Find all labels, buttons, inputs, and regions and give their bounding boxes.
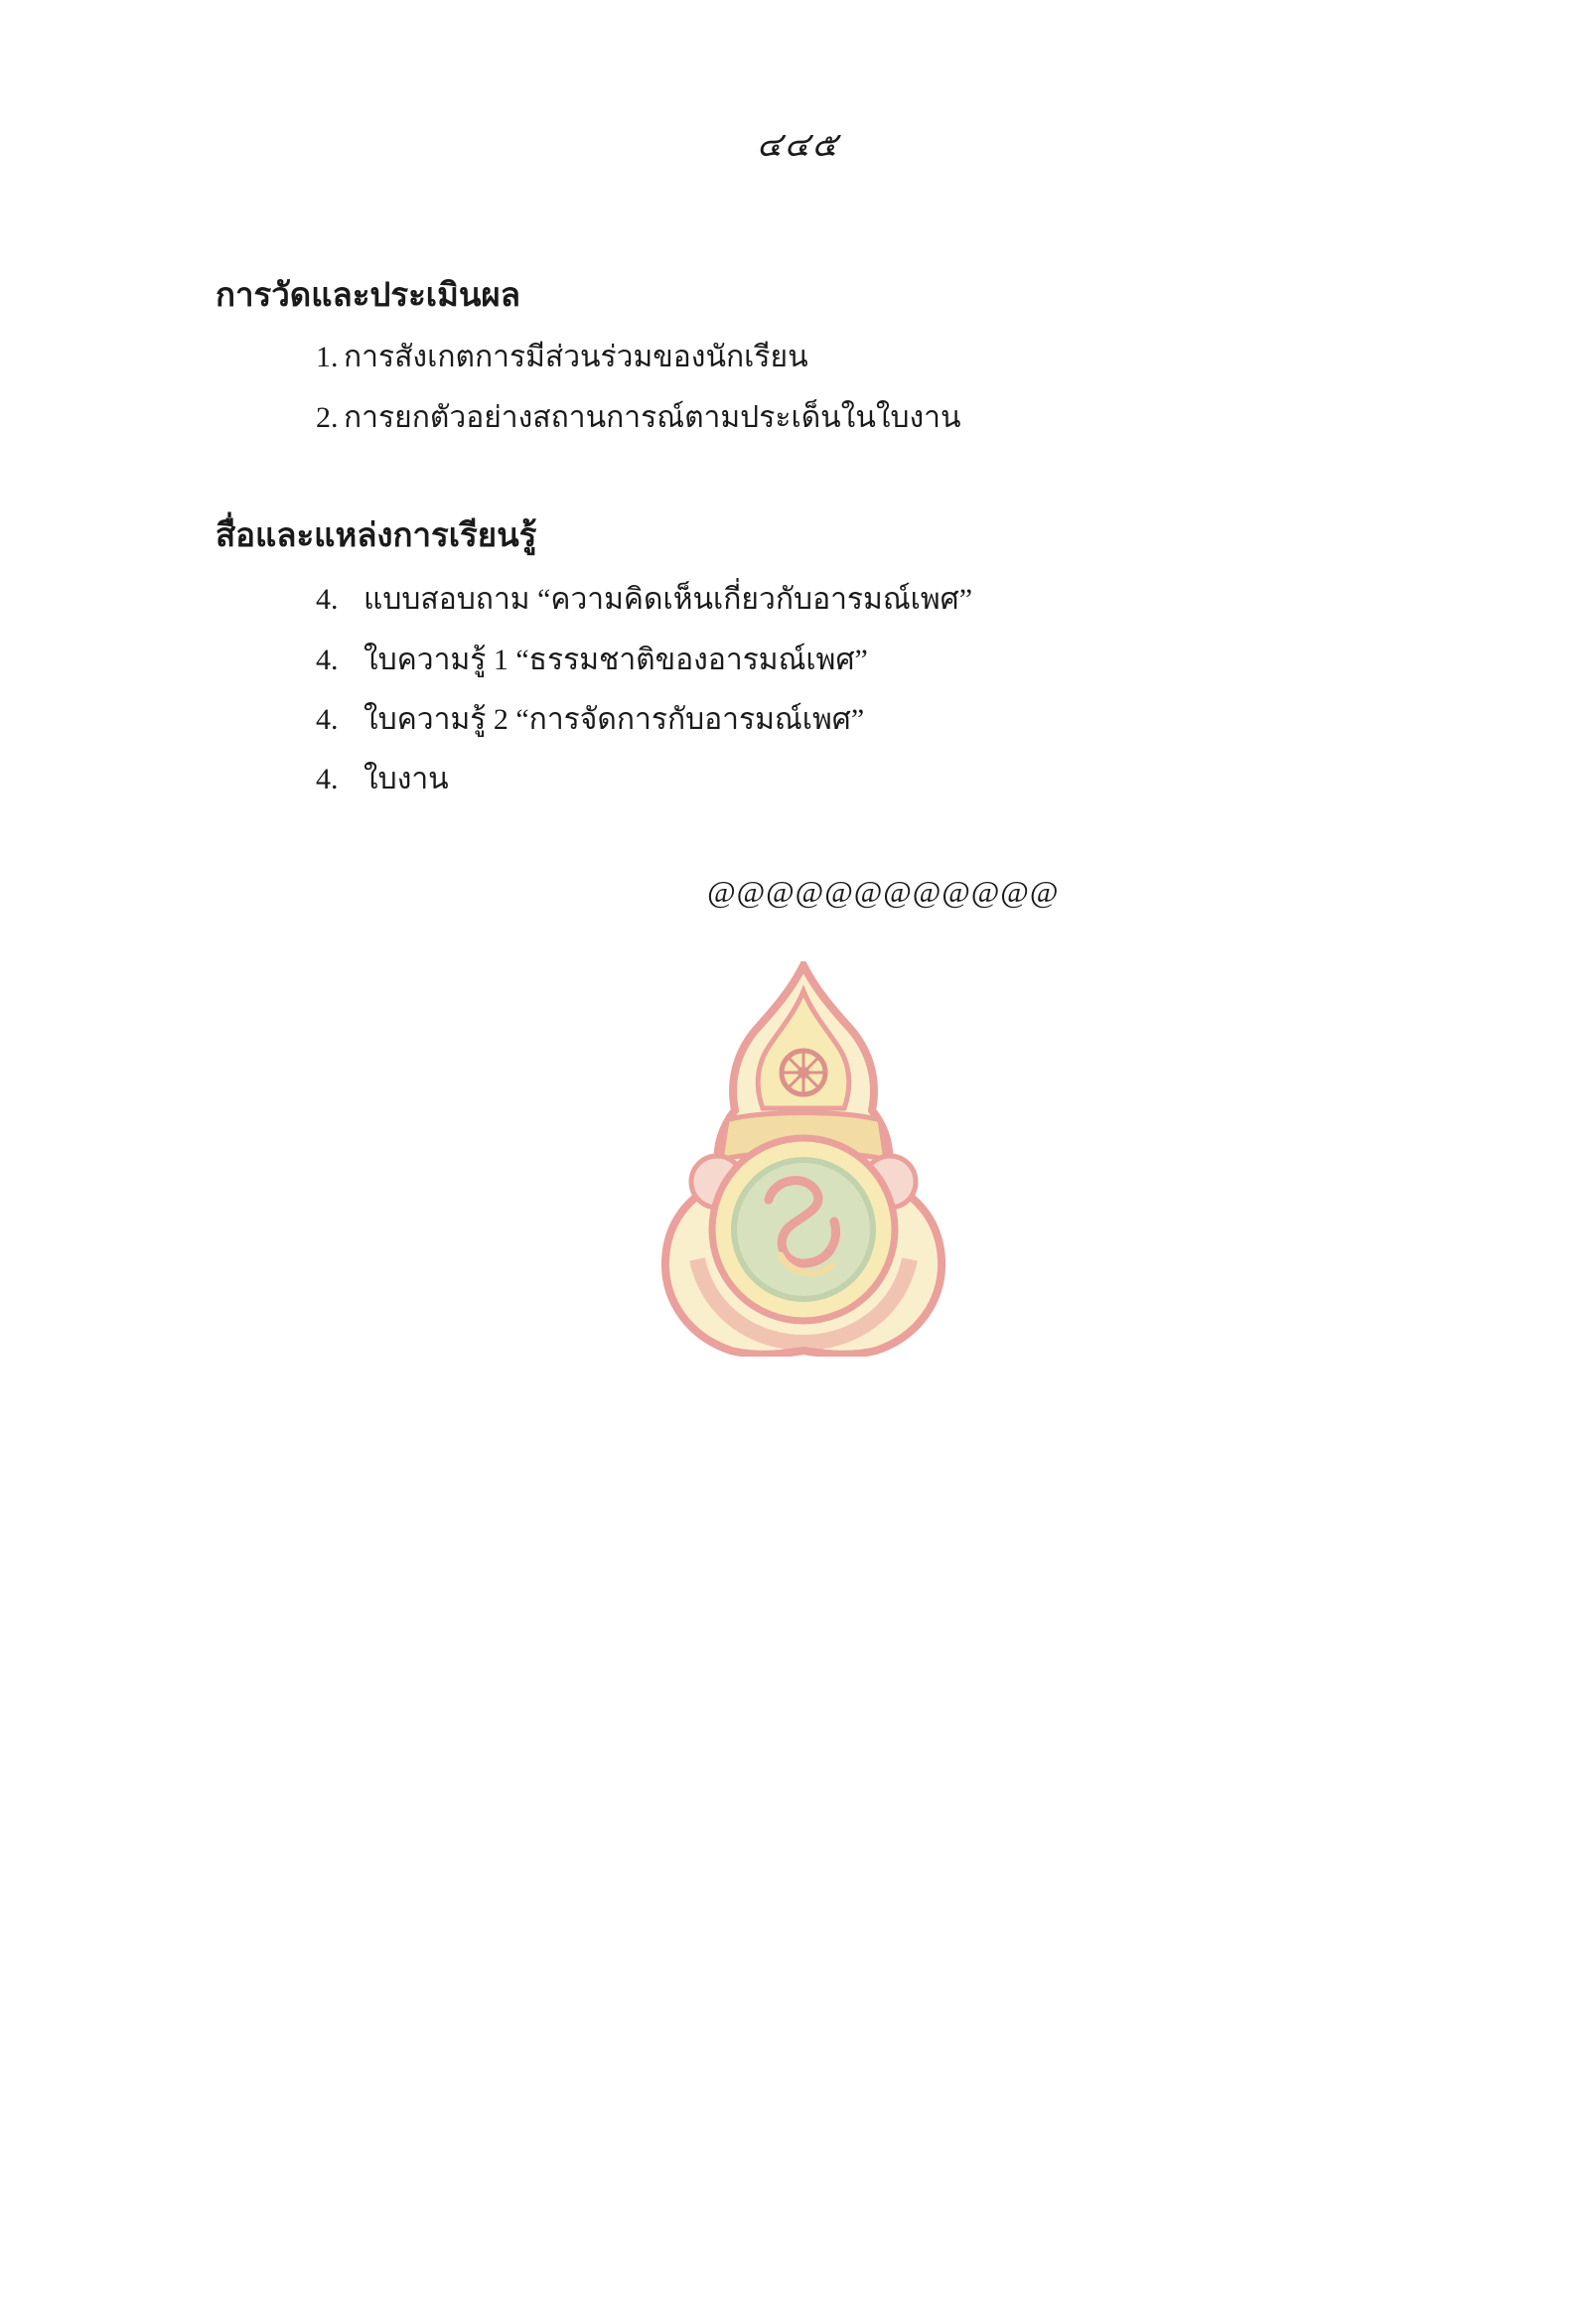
list-item-text: แบบสอบถาม “ความคิดเห็นเกี่ยวกับอารมณ์เพศ” xyxy=(363,583,973,616)
list-item-number: 1. xyxy=(316,341,339,373)
list-item-text: การสังเกตการมีส่วนร่วมของนักเรียน xyxy=(344,341,808,373)
list-item xyxy=(316,576,972,623)
list-item-number: 4. xyxy=(316,703,339,736)
list-item-text: ใบความรู้ 2 “การจัดการกับอารมณ์เพศ” xyxy=(363,703,865,736)
end-marker: @@@@@@@@@@@@ xyxy=(707,874,1060,909)
list-item-number: 4. xyxy=(316,763,339,795)
list-item xyxy=(316,394,961,441)
list-item xyxy=(316,334,808,380)
list-item-text: ใบงาน xyxy=(363,763,449,795)
list-item-text: ใบความรู้ 1 “ธรรมชาติของอารมณ์เพศ” xyxy=(363,644,868,676)
media-heading: สื่อและแหล่งการเรียนรู้ xyxy=(216,518,537,554)
list-item-text: การยกตัวอย่างสถานการณ์ตามประเด็นในใบงาน xyxy=(344,401,961,434)
list-item xyxy=(316,637,868,683)
list-item-number: 4. xyxy=(316,644,339,676)
list-item xyxy=(316,756,449,802)
evaluation-heading: การวัดและประเมินผล xyxy=(216,278,520,314)
list-item-number: 4. xyxy=(316,583,339,616)
obec-emblem-icon xyxy=(657,961,949,1357)
list-item xyxy=(316,696,864,743)
page-number: ๔๔๕ xyxy=(756,127,840,164)
list-item-number: 2. xyxy=(316,401,339,434)
